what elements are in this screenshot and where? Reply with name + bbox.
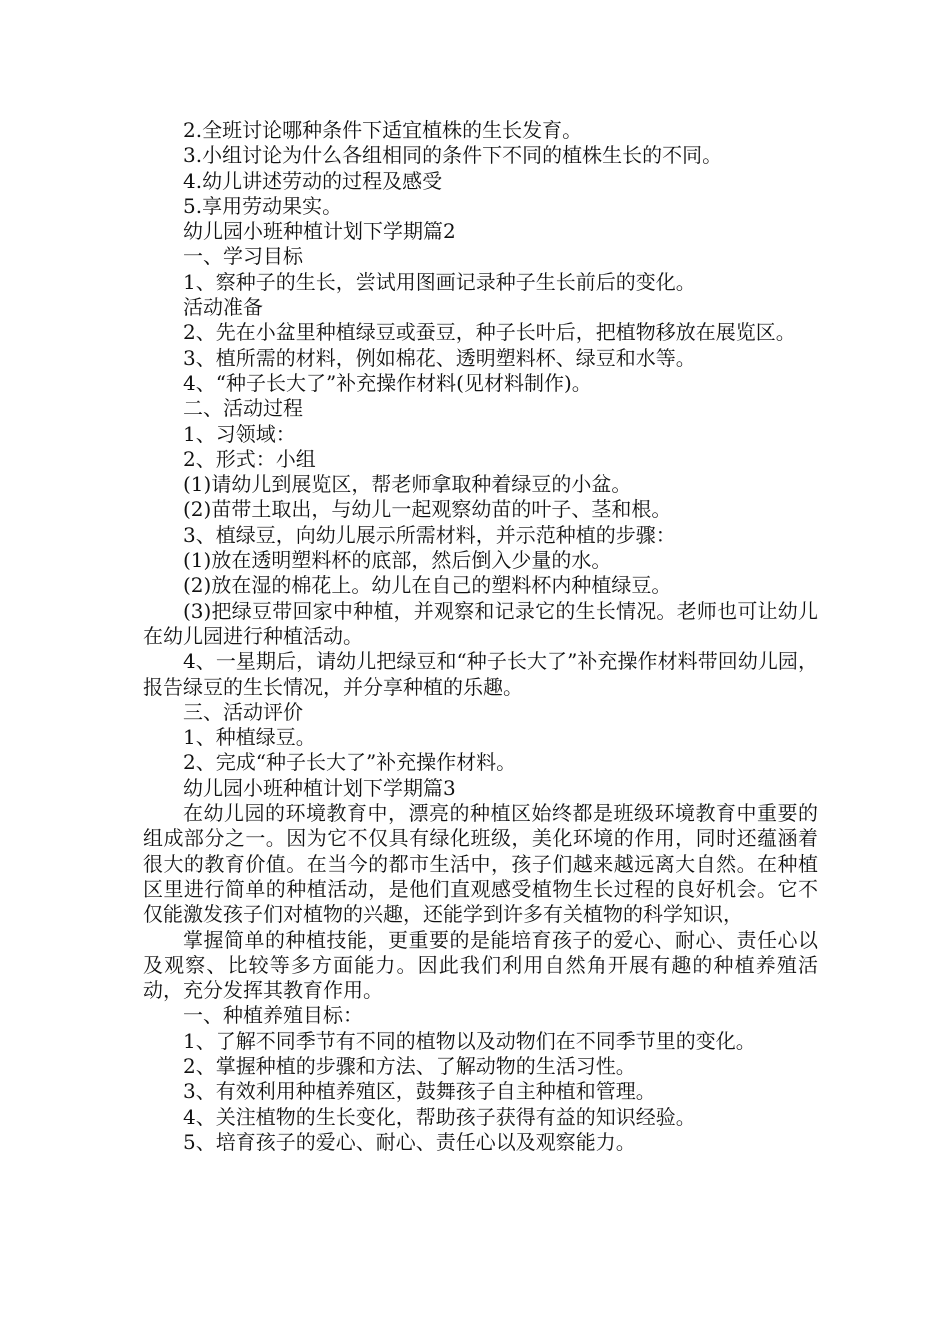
paragraph: (2)苗带土取出，与幼儿一起观察幼苗的叶子、茎和根。 <box>183 497 672 522</box>
paragraph: 3、植绿豆，向幼儿展示所需材料，并示范种植的步骤： <box>183 522 676 547</box>
paragraph: 1、种植绿豆。 <box>183 725 316 750</box>
paragraph: 1、察种子的生长，尝试用图画记录种子生长前后的变化。 <box>183 269 696 294</box>
paragraph: 3、有效利用种植养殖区，鼓舞孩子自主种植和管理。 <box>183 1079 656 1104</box>
paragraph: (1)放在透明塑料杯的底部，然后倒入少量的水。 <box>183 548 612 573</box>
section-heading: 三、活动评价 <box>183 699 303 724</box>
paragraph: 4.幼儿讲述劳动的过程及感受 <box>183 168 443 193</box>
paragraph: 5.享用劳动果实。 <box>183 193 343 218</box>
paragraph: 掌握简单的种植技能，更重要的是能培育孩子的爱心、耐心、责任心以及观察、比较等多方面能力。因此我们利用自然角开展有趣的种植养殖活动，充分发挥其教育作用。 <box>143 927 818 1003</box>
paragraph: (3)把绿豆带回家中种植，并观察和记录它的生长情况。老师也可让幼儿在幼儿园进行种植活动。 <box>143 598 818 648</box>
paragraph: 在幼儿园的环境教育中，漂亮的种植区始终都是班级环境教育中重要的组成部分之一。因为它不仅具有绿化班级，美化环境的作用，同时还蕴涵着很大的教育价值。在当今的都市生活中，孩子们越来越远离大自然。在种植区里进行简单的种植活动，是他们直观感受植物生长过程的良好机会。它不仅能激发孩子们对植物的兴趣，还能学到许多有关植物的科学知识， <box>143 801 818 927</box>
paragraph: 2、形式：小组 <box>183 446 316 471</box>
section-heading: 一、学习目标 <box>183 244 303 269</box>
section-title: 幼儿园小班种植计划下学期篇3 <box>183 775 456 800</box>
document-page <box>143 118 818 1155</box>
paragraph: 2、掌握种植的步骤和方法、了解动物的生活习性。 <box>183 1053 636 1078</box>
section-title: 幼儿园小班种植计划下学期篇2 <box>183 219 456 244</box>
paragraph: (1)请幼儿到展览区，帮老师拿取种着绿豆的小盆。 <box>183 472 632 497</box>
paragraph: 2、先在小盆里种植绿豆或蚕豆，种子长叶后，把植物移放在展览区。 <box>183 320 796 345</box>
section-heading: 二、活动过程 <box>183 396 303 421</box>
paragraph: 5、培育孩子的爱心、耐心、责任心以及观察能力。 <box>183 1129 636 1154</box>
paragraph: 2.全班讨论哪种条件下适宜植株的生长发育。 <box>183 118 583 142</box>
paragraph: 4、关注植物的生长变化，帮助孩子获得有益的知识经验。 <box>183 1104 696 1129</box>
section-heading: 一、种植养殖目标： <box>183 1003 363 1028</box>
paragraph: 2、完成“种子长大了”补充操作材料。 <box>183 750 517 775</box>
paragraph: 4、一星期后，请幼儿把绿豆和“种子长大了”补充操作材料带回幼儿园，报告绿豆的生长情况，并分享种植的乐趣。 <box>143 649 818 699</box>
paragraph: 1、习领域： <box>183 421 296 446</box>
paragraph: 1、了解不同季节有不同的植物以及动物们在不同季节里的变化。 <box>183 1028 756 1053</box>
paragraph: 3.小组讨论为什么各组相同的条件下不同的植株生长的不同。 <box>183 143 723 168</box>
paragraph: (2)放在湿的棉花上。幼儿在自己的塑料杯内种植绿豆。 <box>183 573 672 598</box>
section-heading: 活动准备 <box>183 295 263 320</box>
paragraph: 3、植所需的材料，例如棉花、透明塑料杯、绿豆和水等。 <box>183 345 696 370</box>
paragraph: 4、“种子长大了”补充操作材料(见材料制作)。 <box>183 370 592 395</box>
